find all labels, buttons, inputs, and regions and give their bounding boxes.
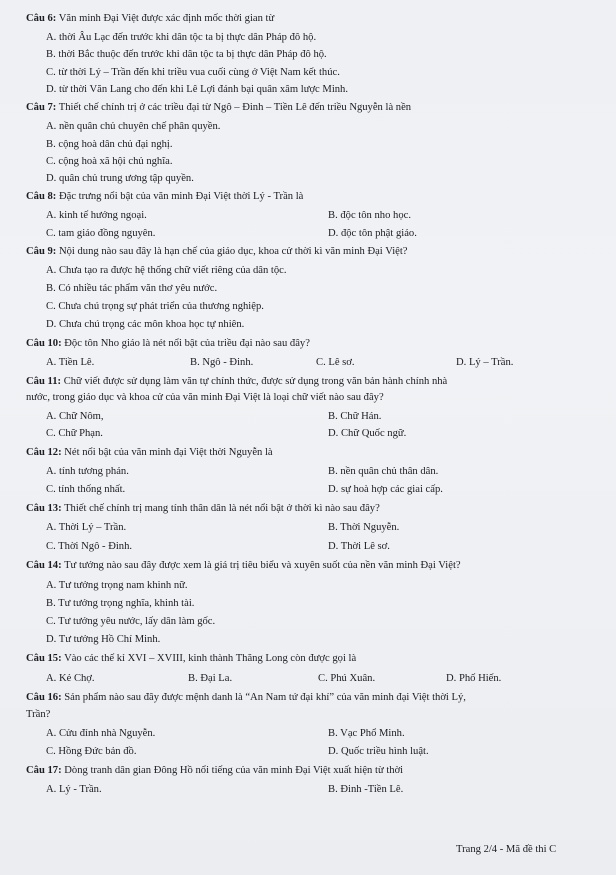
question-number: Câu 8: [26,191,57,202]
option-c: C. Lê sơ. [316,357,355,368]
question-text: Độc tôn Nho giáo là nét nổi bật của triều đại nào sau đây? [64,338,310,349]
option-c: C. Chữ Phạn. [46,428,103,439]
option-d: D. Tư tưởng Hồ Chí Minh. [46,634,161,645]
option-a: A. Kẻ Chợ. [46,673,95,684]
option-d: D. sự hoà hợp các giai cấp. [328,484,443,495]
question-number: Câu 15: [26,653,62,664]
question-number: Câu 14: [26,560,62,571]
question-text: Vào các thế kỉ XVI – XVIII, kinh thành Thăng Long còn được gọi là [64,653,357,664]
question-17 [26,764,403,777]
option-b: B. Vạc Phổ Minh. [328,728,405,739]
option-b: B. Thời Nguyễn. [328,522,400,533]
question-8 [26,190,303,203]
question-11 [26,375,447,388]
option-d: D. Quốc triều hình luật. [328,746,429,757]
question-10 [26,337,310,350]
option-d: D. từ thời Văn Lang cho đến khi Lê Lợi đánh bại quân xâm lược Minh. [46,84,348,95]
question-number: Câu 6: [26,13,57,24]
option-c: C. tính thống nhất. [46,484,126,495]
option-b: B. Ngô - Đinh. [190,357,254,368]
option-b: B. Có nhiều tác phẩm văn thơ yêu nước. [46,283,218,294]
option-b: B. thời Bắc thuộc đến trước khi dân tộc ta bị thực dân Pháp đô hộ. [46,49,327,60]
option-d: D. Thời Lê sơ. [328,541,390,552]
option-a: A. Tiền Lê. [46,357,95,368]
option-d: D. Lý – Trần. [456,357,514,368]
question-number: Câu 11: [26,376,62,387]
question-text-continued: Trần? [26,709,51,720]
question-text: Tư tưởng nào sau đây được xem là giá trị tiêu biểu và xuyên suốt của nền văn minh Đại Việt? [64,560,461,571]
option-a: A. nền quân chủ chuyên chế phân quyền. [46,121,221,132]
option-b: B. nền quân chủ thân dân. [328,466,439,477]
option-d: D. Phố Hiến. [446,673,502,684]
option-d: D. quân chủ trung ương tập quyền. [46,173,194,184]
option-b: B. Chữ Hán. [328,411,382,422]
option-b: B. cộng hoà dân chủ đại nghị. [46,139,173,150]
question-text: Sản phẩm nào sau đây được mệnh danh là “An Nam tứ đại khí” của văn minh đại Việt thời Lý, [64,692,466,703]
question-9 [26,245,408,258]
question-14 [26,559,461,572]
question-text: Nội dung nào sau đây là hạn chế của giáo dục, khoa cử thời kì văn minh Đại Việt? [58,246,408,257]
question-number: Câu 17: [26,765,62,776]
question-number: Câu 10: [26,338,62,349]
option-a: A. kinh tế hướng ngoại. [46,210,147,221]
option-a: A. Chưa tạo ra được hệ thống chữ viết riêng của dân tộc. [46,265,287,276]
option-a: A. Thời Lý – Trần. [46,522,127,533]
option-d: D. Chữ Quốc ngữ. [328,428,407,439]
question-text: Đặc trưng nổi bật của văn minh Đại Việt thời Lý - Trần là [58,191,304,202]
question-15 [26,652,356,665]
question-7 [26,101,411,114]
question-text: Nét nổi bật của văn minh đại Việt thời Nguyễn là [64,447,273,458]
question-number: Câu 9: [26,246,57,257]
question-number: Câu 13: [26,503,62,514]
question-12 [26,446,273,459]
option-c: C. từ thời Lý – Trần đến khi triều vua cuối cùng ở Việt Nam kết thúc. [46,67,340,78]
question-13 [26,502,380,515]
option-c: C. tam giáo đồng nguyên. [46,228,156,239]
option-b: B. Đại La. [188,673,233,684]
question-number: Câu 12: [26,447,62,458]
option-c: C. Tư tưởng yêu nước, lấy dân làm gốc. [46,616,216,627]
question-text: Thiết chế chính trị mang tính thân dân là nét nổi bật ở thời kì nào sau đây? [64,503,380,514]
option-b: B. Tư tưởng trọng nghĩa, khinh tài. [46,598,195,609]
option-c: C. Chưa chú trọng sự phát triển của thương nghiệp. [46,301,264,312]
option-a: A. Cửu đỉnh nhà Nguyễn. [46,728,156,739]
option-a: A. Chữ Nôm, [46,411,104,422]
option-c: C. Hồng Đức bản đồ. [46,746,137,757]
option-a: A. Lý - Trần. [46,784,102,795]
option-b: B. độc tôn nho học. [328,210,411,221]
question-text: Văn minh Đại Việt được xác định mốc thời gian từ [58,13,275,24]
option-d: D. Chưa chú trọng các môn khoa học tự nhiên. [46,319,245,330]
question-16 [26,691,466,704]
option-a: A. Tư tưởng trọng nam khinh nữ. [46,580,188,591]
question-text: Thiết chế chính trị ở các triều đại từ Ngô – Đinh – Tiền Lê đến triều Nguyễn là nền [58,102,412,113]
question-text: Dòng tranh dân gian Đông Hồ nổi tiếng của văn minh Đại Việt xuất hiện từ thời [64,765,404,776]
page-footer: Trang 2/4 - Mã đề thi C [456,844,557,855]
question-number: Câu 7: [26,102,57,113]
question-number: Câu 16: [26,692,62,703]
question-text-continued: nước, trong giáo dục và khoa cử của văn minh Đại Việt là loại chữ viết nào sau đây? [26,392,384,403]
option-a: A. thời Âu Lạc đến trước khi dân tộc ta bị thực dân Pháp đô hộ. [46,32,317,43]
question-6 [26,12,274,25]
option-c: C. Thời Ngô - Đinh. [46,541,133,552]
option-b: B. Đinh -Tiền Lê. [328,784,404,795]
option-a: A. tính tương phản. [46,466,129,477]
option-d: D. độc tôn phật giáo. [328,228,417,239]
option-c: C. cộng hoà xã hội chủ nghĩa. [46,156,173,167]
option-c: C. Phú Xuân. [318,673,376,684]
question-text: Chữ viết được sử dụng làm văn tự chính thức, được sử dụng trong văn bản hành chính nhà [63,376,448,387]
